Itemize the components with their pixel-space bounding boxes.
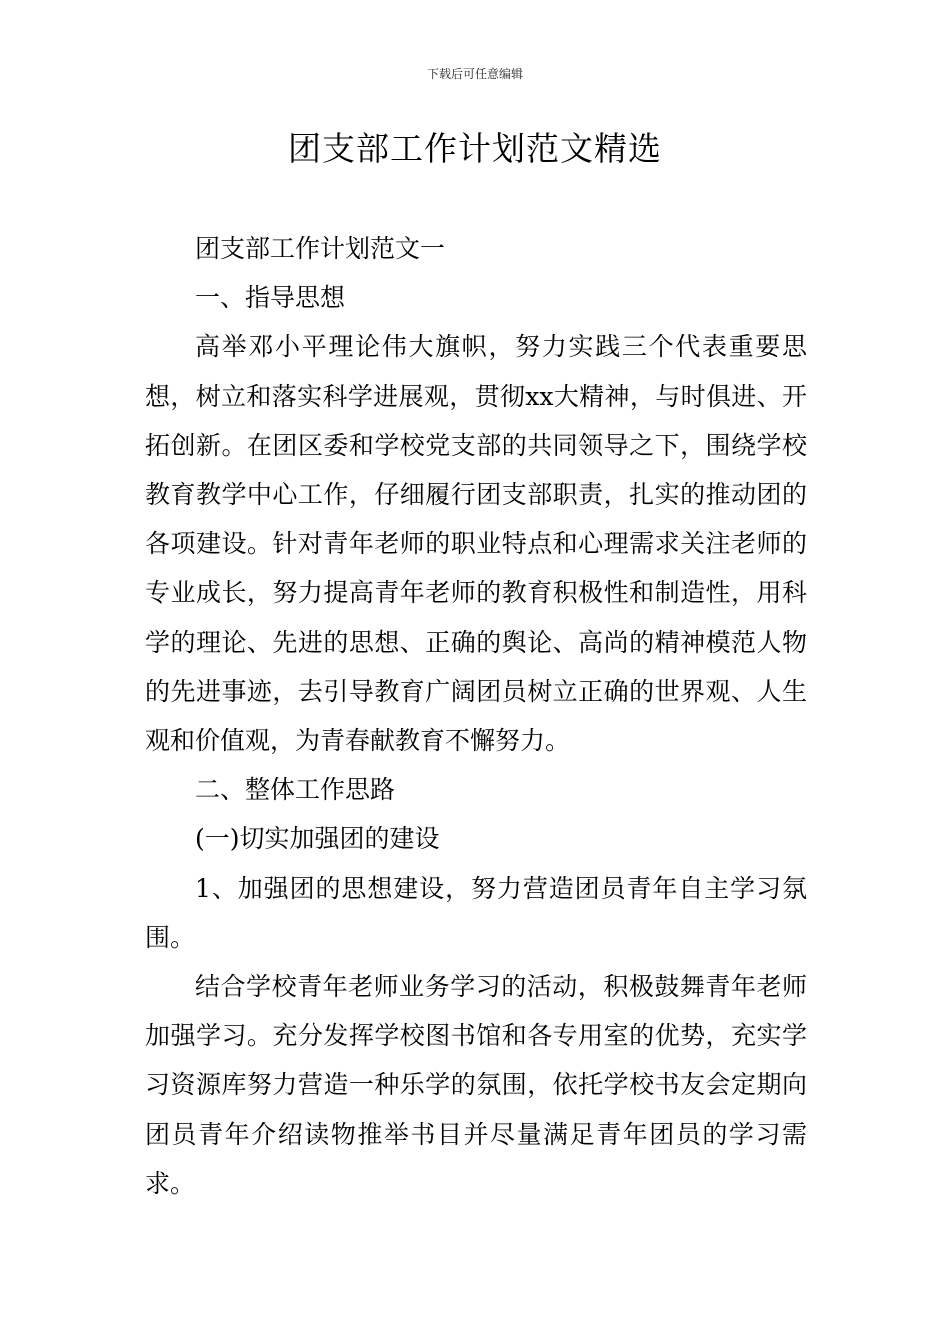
section-heading: 一、指导思想: [195, 283, 346, 313]
body-paragraph: 1、加强团的思想建设，努力营造团员青年自主学习氛围。: [145, 873, 807, 952]
section-heading: 团支部工作计划范文一: [195, 234, 446, 263]
body-paragraph: 高举邓小平理论伟大旗帜，努力实践三个代表重要思想，树立和落实科学进展观，贯彻xx大精神，与时俱进、开拓创新。在团区委和学校党支部的共同领导之下，围绕学校教育教学中心工作，仔细履行团支部职责，扎实的推动团的各项建设。针对青年老师的职业特点和心理需求关注老师的专业成长，努力提高青年老师的教育积极性和制造性，用科学的理论、先进的思想、正确的舆论、高尚的精神模范人物的先进事迹，去引导教育广阔团员树立正确的世界观、人生观和价值观，为青春献教育不懈努力。: [145, 332, 807, 756]
subsection-heading: (一)切实加强团的建设: [195, 824, 440, 854]
document-title: 团支部工作计划范文精选: [288, 129, 662, 168]
header-note: 下载后可任意编辑: [426, 67, 523, 81]
body-paragraph: 结合学校青年老师业务学习的活动，积极鼓舞青年老师加强学习。充分发挥学校图书馆和各专用室的优势，充实学习资源库努力营造一种乐学的氛围，依托学校书友会定期向团员青年介绍读物推举书目并尽量满足青年团员的学习需求。: [145, 972, 807, 1198]
section-heading: 二、整体工作思路: [195, 775, 396, 805]
document-body: [145, 224, 807, 1208]
